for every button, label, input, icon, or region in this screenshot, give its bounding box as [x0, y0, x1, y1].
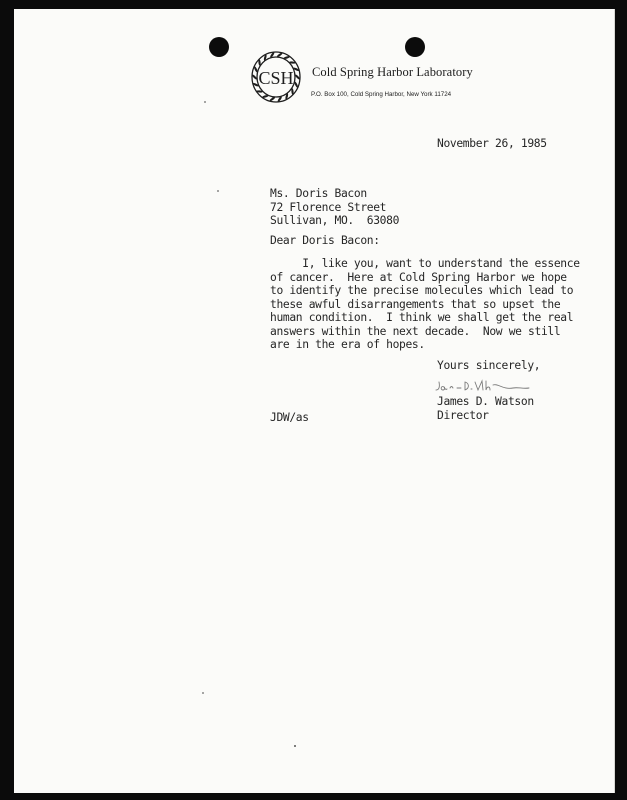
punch-hole-right	[405, 37, 425, 57]
paper-speck	[202, 692, 204, 694]
body-line: of cancer. Here at Cold Spring Harbor we hope	[270, 270, 567, 284]
lab-address: P.O. Box 100, Cold Spring Harbor, New York 11724	[311, 91, 452, 98]
body-line: these awful disarrangements that so upset the	[270, 297, 561, 311]
helix-twist	[294, 81, 299, 88]
body-line: are in the era of hopes.	[270, 338, 425, 351]
signer-title: Director	[437, 408, 489, 422]
typist-initials: JDW/as	[270, 411, 309, 424]
paper-speck	[294, 745, 296, 747]
logo-monogram: CSH	[258, 68, 294, 88]
lab-name: Cold Spring Harbor Laboratory	[312, 65, 473, 79]
salutation: Dear Doris Bacon:	[270, 234, 380, 247]
recipient-line: 72 Florence Street	[270, 200, 387, 214]
signature	[435, 376, 535, 396]
body-line: I, like you, want to understand the essence	[270, 257, 580, 270]
csh-logo-emblem	[246, 46, 306, 108]
body-line: to identify the precise molecules which lead to	[270, 284, 574, 297]
recipient-line: Ms. Doris Bacon	[270, 187, 367, 200]
punch-hole-left	[209, 37, 229, 57]
csh-logo	[246, 46, 306, 108]
paper-speck	[217, 190, 219, 192]
closing: Yours sincerely,	[437, 359, 541, 372]
letter-page	[14, 9, 615, 793]
helix-twist	[253, 66, 258, 73]
recipient-line: Sullivan, MO. 63080	[270, 214, 400, 227]
body-line: answers within the next decade. Now we still	[270, 324, 561, 338]
signer-name: James D. Watson	[437, 395, 534, 408]
body-line: human condition. I think we shall get the real	[270, 311, 574, 324]
paper-speck	[204, 101, 206, 103]
letter-date: November 26, 1985	[437, 137, 547, 150]
